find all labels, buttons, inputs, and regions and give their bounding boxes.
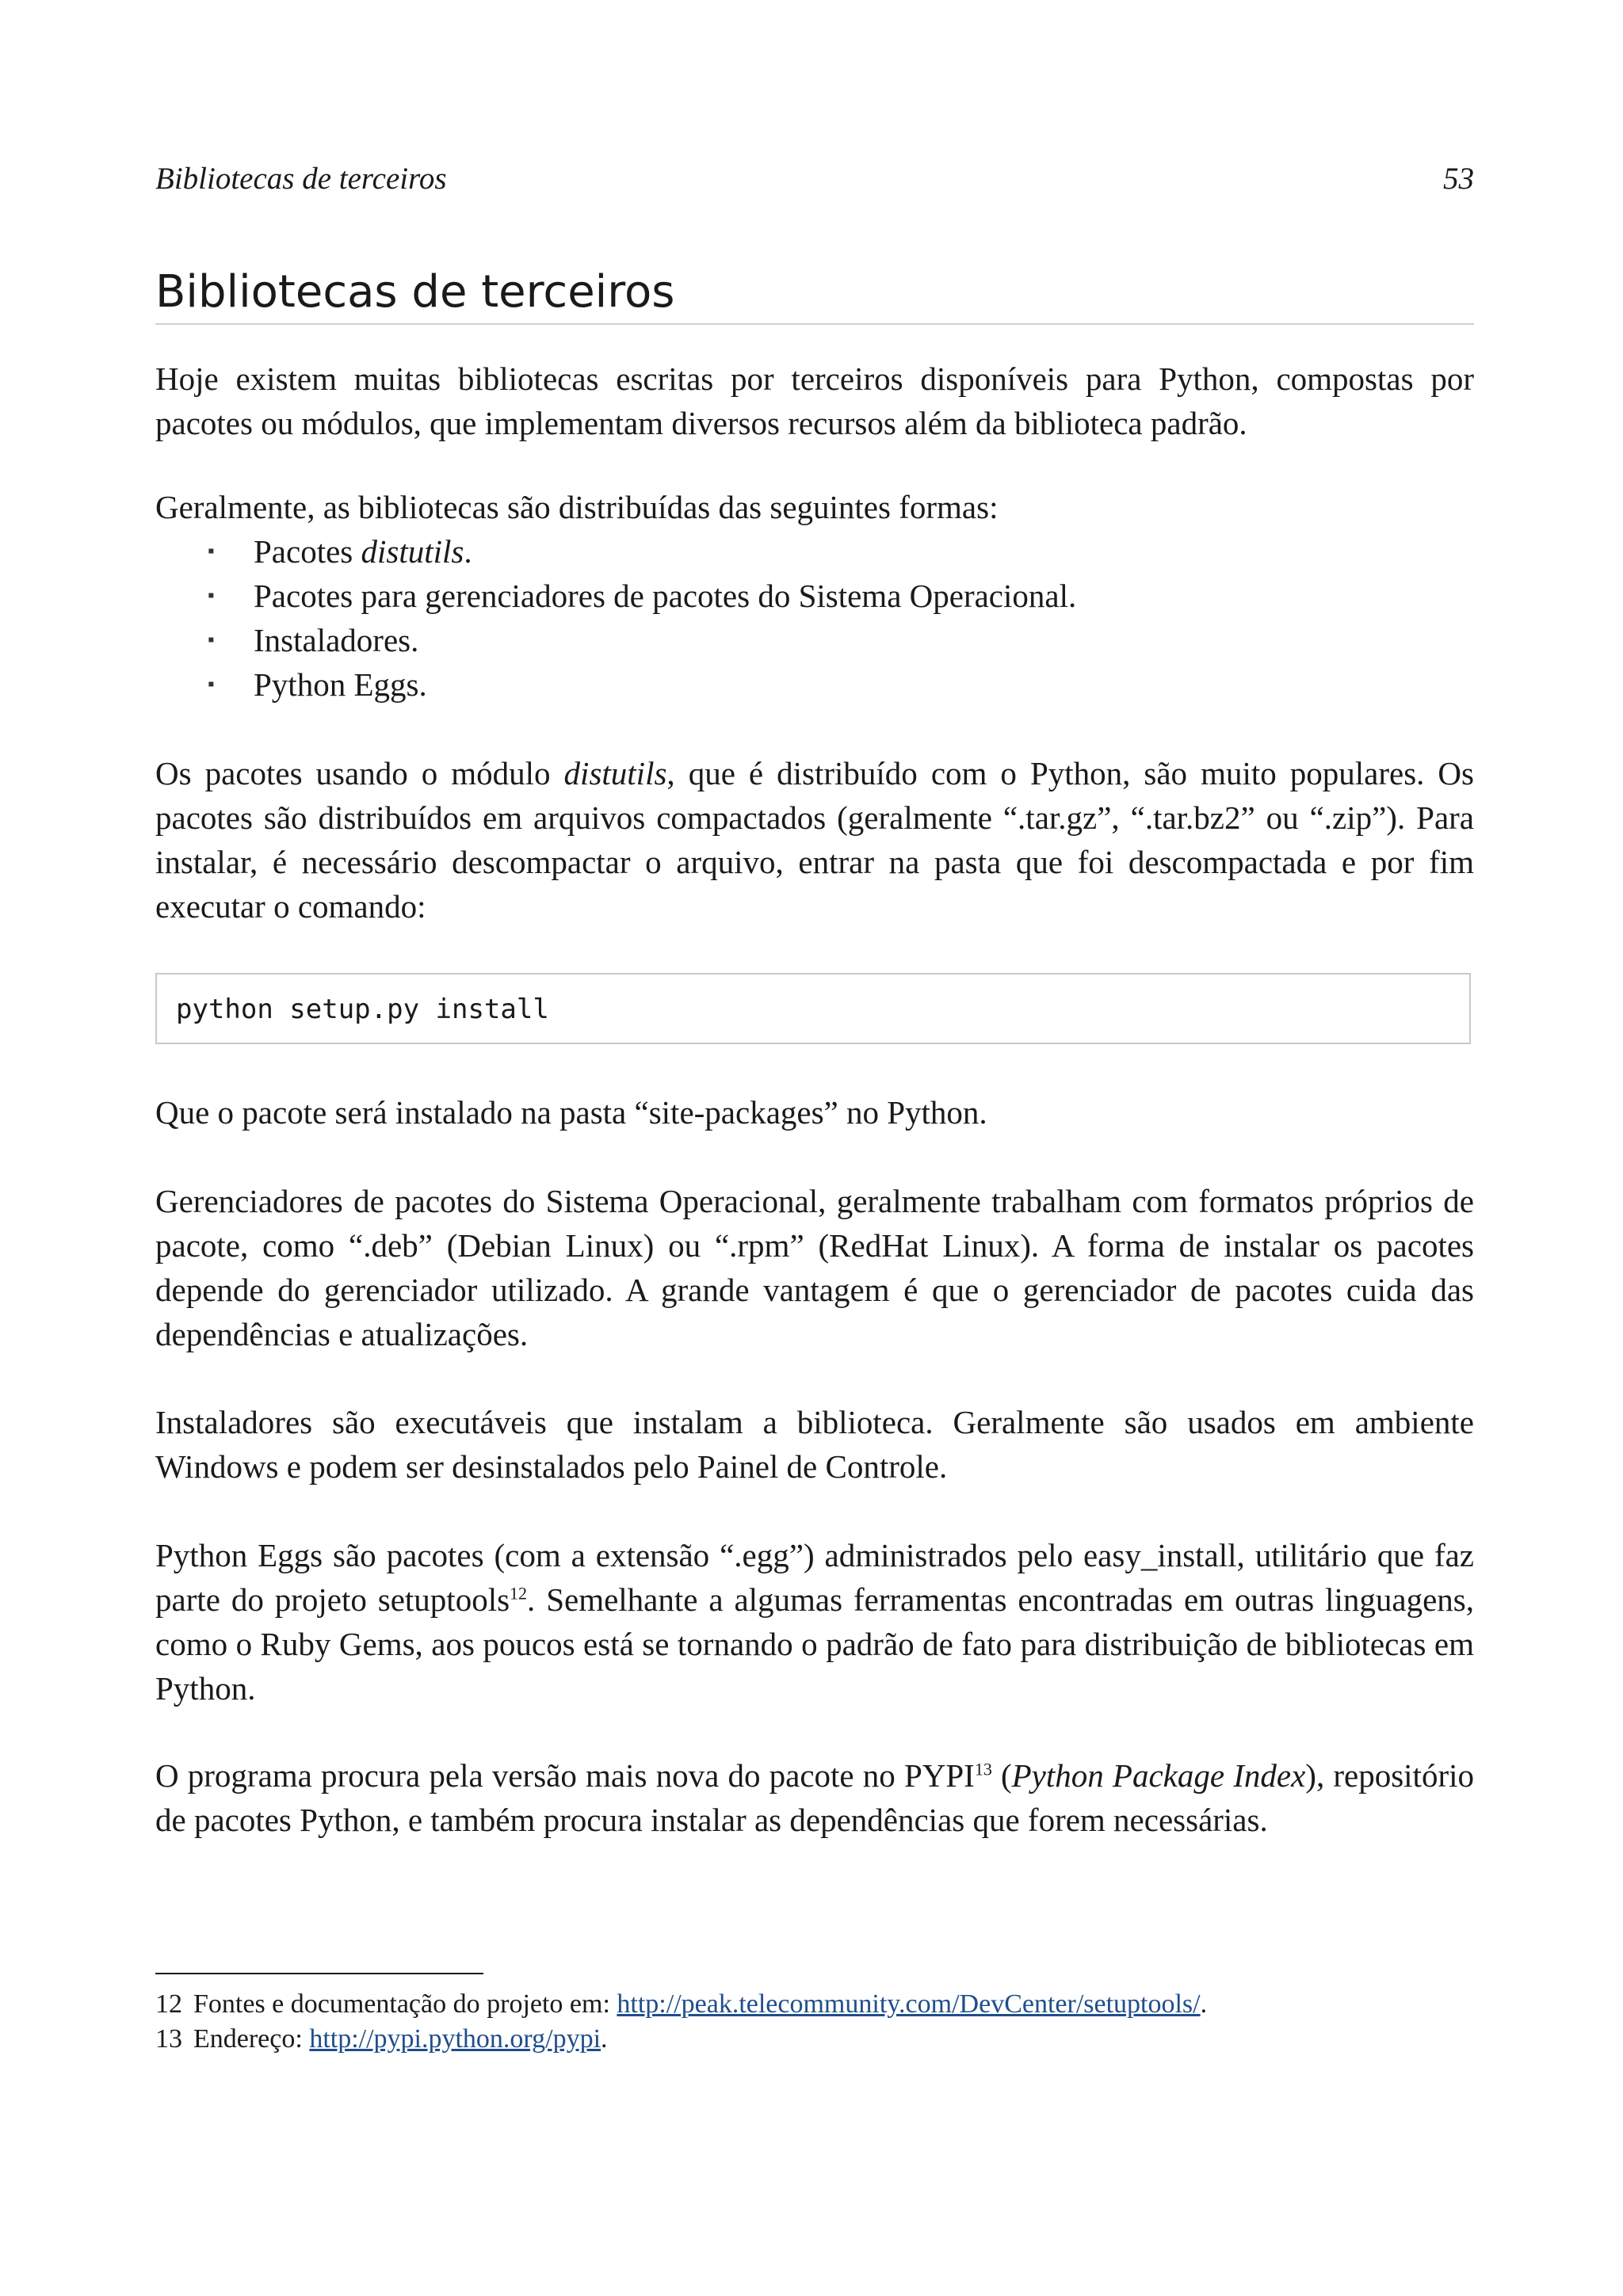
footnote-13: 13 Endereço: http://pypi.python.org/pypi. <box>155 2024 608 2054</box>
pypi-link[interactable]: http://pypi.python.org/pypi <box>309 2024 601 2054</box>
page-number: 53 <box>1443 162 1474 196</box>
chapter-title: Bibliotecas de terceiros <box>155 265 1474 325</box>
bullet-icon: ▪ <box>208 630 215 650</box>
distutils-paragraph: Os pacotes usando o módulo distutils, que é distribuído com o Python, são muito populares. Os pacotes são distribuídos em arquivos compactados (geralmente “.tar.gz”, “.tar.bz2” ou “.zip”). Para instalar, é necessário descompactar o arquivo, entrar na pasta que foi descompactada e por fim executar o comando: <box>155 755 1474 925</box>
footnote-ref-12[interactable]: 12 <box>510 1583 528 1604</box>
intro-paragraph: Hoje existem muitas bibliotecas escritas por terceiros disponíveis para Python, compostas por pacotes ou módulos, que implementam diversos recursos além da biblioteca padrão. <box>155 360 1474 441</box>
footnote-separator <box>155 1973 483 1974</box>
running-header-title: Bibliotecas de terceiros <box>155 162 447 196</box>
bullet-icon: ▪ <box>208 674 215 695</box>
list-item: ▪ Python Eggs. <box>155 662 1474 707</box>
list-item: ▪ Instaladores. <box>155 618 1474 662</box>
running-header <box>155 158 1474 200</box>
footnote-ref-13[interactable]: 13 <box>974 1759 992 1779</box>
bullet-icon: ▪ <box>208 541 215 562</box>
footnotes <box>155 1987 1474 2057</box>
footnote-12: 12 Fontes e documentação do projeto em: http://peak.telecommunity.com/DevCenter/setuptools/. <box>155 1989 1208 2019</box>
forms-lead-paragraph: Geralmente, as bibliotecas são distribuídas das seguintes formas: <box>155 489 999 525</box>
pypi-paragraph: O programa procura pela versão mais nova do pacote no PYPI$^{13}$ (Python Package Index), repositório de pacotes Python, e também procura instalar as dependências que forem necessárias. <box>155 1757 1474 1838</box>
distribution-forms-list <box>155 529 1474 707</box>
code-block <box>155 973 1471 1044</box>
list-item: ▪ Pacotes para gerenciadores de pacotes do Sistema Operacional. <box>155 574 1474 618</box>
installers-paragraph: Instaladores são executáveis que instalam a biblioteca. Geralmente são usados em ambiente Windows e podem ser desinstalados pelo Painel de Controle. <box>155 1404 1474 1485</box>
bullet-icon: ▪ <box>208 585 215 606</box>
os-package-managers-paragraph: Gerenciadores de pacotes do Sistema Operacional, geralmente trabalham com formatos próprios de pacote, como “.deb” (Debian Linux) ou “.rpm” (RedHat Linux). A forma de instalar os pacotes depende do gerenciador utilizado. A grande vantagem é que o gerenciador de pacotes cuida das dependências e atualizações. <box>155 1183 1474 1352</box>
setuptools-link[interactable]: http://peak.telecommunity.com/DevCenter/setuptools/ <box>617 1989 1201 2019</box>
code-command: python setup.py install <box>176 994 549 1025</box>
site-packages-paragraph: Que o pacote será instalado na pasta “site-packages” no Python. <box>155 1094 987 1131</box>
python-eggs-paragraph: Python Eggs são pacotes (com a extensão “.egg”) administrados pelo easy_install, utilitário que faz parte do projeto setuptools$^{12}$. Semelhante a algumas ferramentas encontradas em outras linguagens, como o Ruby Gems, aos poucos está se tornando o padrão de fato para distribuição de bibliotecas em Python. <box>155 1537 1474 1707</box>
list-item: ▪ Pacotes distutils. <box>155 529 1474 574</box>
